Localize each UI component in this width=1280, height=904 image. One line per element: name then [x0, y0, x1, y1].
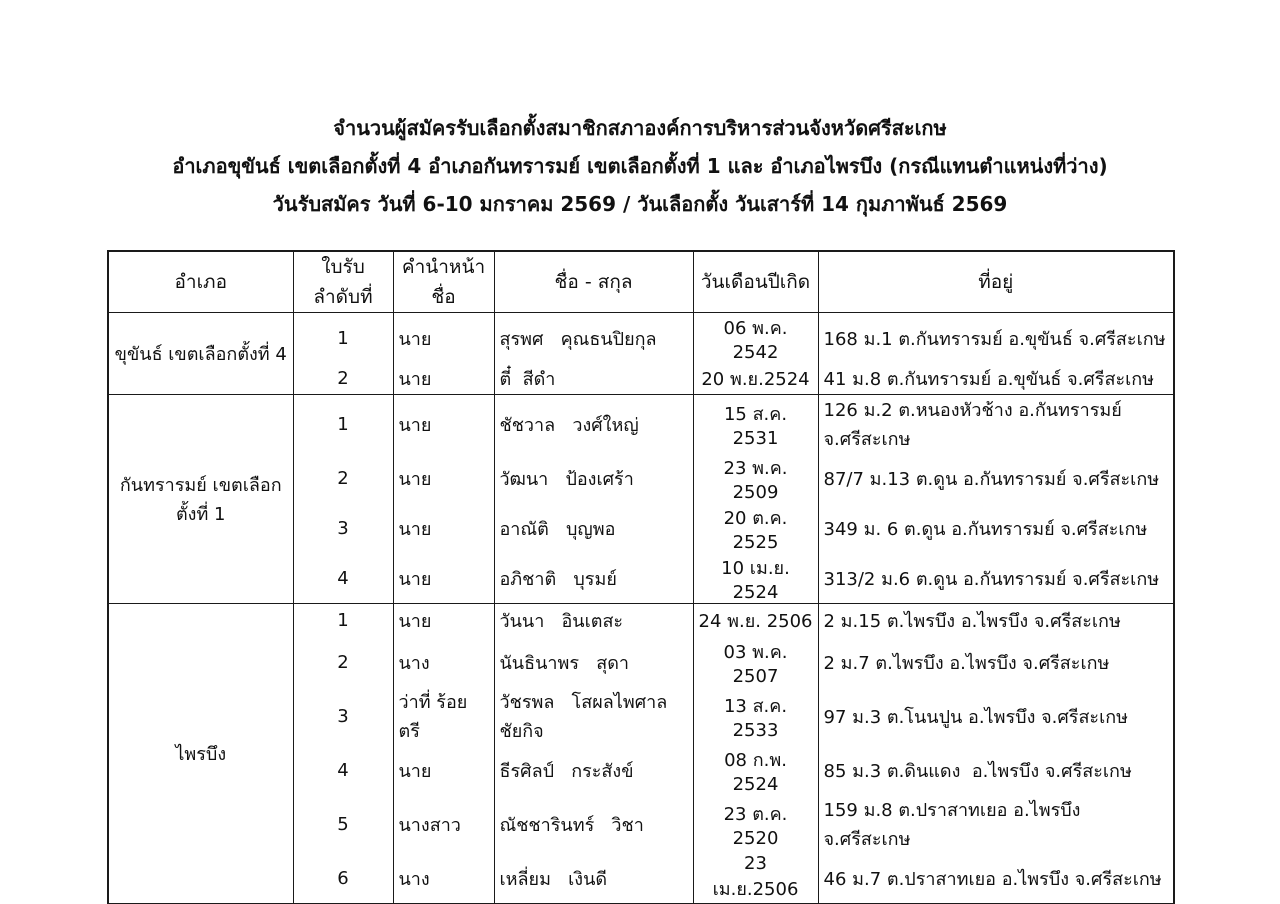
receipt-no-cell: 5	[293, 795, 393, 853]
receipt-no-cell: 2	[293, 453, 393, 503]
section-khukhan	[108, 313, 1174, 395]
address-cell: 126 ม.2 ต.หนองหัวช้าง อ.กันทรารมย์ จ.ศรีสะเกษ	[818, 395, 1174, 454]
district-cell: กันทรารมย์ เขตเลือกตั้งที่ 1	[108, 395, 293, 604]
receipt-no-cell: 3	[293, 503, 393, 553]
address-cell: 168 ม.1 ต.กันทรารมย์ อ.ขุขันธ์ จ.ศรีสะเกษ	[818, 313, 1174, 364]
name-cell: สุรพศ คุณธนปิยกุล	[494, 313, 693, 364]
prefix-cell: นาย	[393, 363, 494, 395]
district-cell: ขุขันธ์ เขตเลือกตั้งที่ 4	[108, 313, 293, 395]
name-cell: ณัชชารินทร์ วิชา	[494, 795, 693, 853]
header-address: ที่อยู่	[818, 251, 1174, 313]
name-cell: ตี๋ สีดำ	[494, 363, 693, 395]
receipt-no-cell: 3	[293, 687, 393, 745]
document-title-line-1: จำนวนผู้สมัครรับเลือกตั้งสมาชิกสภาองค์การบริหารส่วนจังหวัดศรีสะเกษ	[333, 116, 947, 140]
table-row	[108, 395, 1174, 454]
header-receipt-no: ใบรับลำดับที่	[293, 251, 393, 313]
district-cell: ไพรบึง	[108, 604, 293, 904]
dob-cell: 10 เม.ย. 2524	[693, 553, 818, 604]
prefix-cell: นาย	[393, 395, 494, 454]
address-cell: 87/7 ม.13 ต.ดูน อ.กันทรารมย์ จ.ศรีสะเกษ	[818, 453, 1174, 503]
prefix-cell: นาย	[393, 453, 494, 503]
dob-cell: 15 ส.ค. 2531	[693, 395, 818, 454]
name-cell: ธีรศิลป์ กระสังข์	[494, 745, 693, 795]
section-kanthararom	[108, 395, 1174, 604]
prefix-cell: นางสาว	[393, 795, 494, 853]
address-cell: 2 ม.7 ต.ไพรบึง อ.ไพรบึง จ.ศรีสะเกษ	[818, 637, 1174, 687]
prefix-cell: นาย	[393, 745, 494, 795]
receipt-no-cell: 1	[293, 604, 393, 638]
dob-cell: 13 ส.ค. 2533	[693, 687, 818, 745]
dob-cell: 08 ก.พ. 2524	[693, 745, 818, 795]
header-district: อำเภอ	[108, 251, 293, 313]
document-title	[0, 109, 1280, 223]
name-cell: นันธินาพร สุดา	[494, 637, 693, 687]
table-row	[108, 313, 1174, 364]
document-title-line-2: อำเภอขุขันธ์ เขตเลือกตั้งที่ 4 อำเภอกันทรารมย์ เขตเลือกตั้งที่ 1 และ อำเภอไพรบึง (กรณีแทนตำแหน่งที่ว่าง)	[172, 154, 1108, 178]
dob-cell: 20 ต.ค. 2525	[693, 503, 818, 553]
dob-cell: 23 เม.ย.2506	[693, 853, 818, 904]
prefix-cell: นาย	[393, 313, 494, 364]
address-cell: 2 ม.15 ต.ไพรบึง อ.ไพรบึง จ.ศรีสะเกษ	[818, 604, 1174, 638]
name-cell: อาณัติ บุญพอ	[494, 503, 693, 553]
document-title-line-3: วันรับสมัคร วันที่ 6-10 มกราคม 2569 / วันเลือกตั้ง วันเสาร์ที่ 14 กุมภาพันธ์ 2569	[272, 192, 1008, 216]
dob-cell: 24 พ.ย. 2506	[693, 604, 818, 638]
receipt-no-cell: 4	[293, 745, 393, 795]
receipt-no-cell: 1	[293, 395, 393, 454]
receipt-no-cell: 6	[293, 853, 393, 904]
address-cell: 349 ม. 6 ต.ดูน อ.กันทรารมย์ จ.ศรีสะเกษ	[818, 503, 1174, 553]
table-row	[108, 604, 1174, 638]
name-cell: เหลี่ยม เงินดี	[494, 853, 693, 904]
header-prefix: คำนำหน้าชื่อ	[393, 251, 494, 313]
receipt-no-cell: 2	[293, 363, 393, 395]
prefix-cell: ว่าที่ ร้อยตรี	[393, 687, 494, 745]
address-cell: 313/2 ม.6 ต.ดูน อ.กันทรารมย์ จ.ศรีสะเกษ	[818, 553, 1174, 604]
receipt-no-cell: 2	[293, 637, 393, 687]
table-header-row	[108, 251, 1174, 313]
name-cell: ชัชวาล วงศ์ใหญ่	[494, 395, 693, 454]
address-cell: 85 ม.3 ต.ดินแดง อ.ไพรบึง จ.ศรีสะเกษ	[818, 745, 1174, 795]
dob-cell: 03 พ.ค. 2507	[693, 637, 818, 687]
candidate-table	[107, 250, 1175, 904]
name-cell: อภิชาติ บุรมย์	[494, 553, 693, 604]
section-phrai-bueng	[108, 604, 1174, 904]
dob-cell: 23 ต.ค. 2520	[693, 795, 818, 853]
prefix-cell: นาย	[393, 553, 494, 604]
prefix-cell: นาง	[393, 853, 494, 904]
name-cell: วัฒนา ป้องเศร้า	[494, 453, 693, 503]
address-cell: 97 ม.3 ต.โนนปูน อ.ไพรบึง จ.ศรีสะเกษ	[818, 687, 1174, 745]
name-cell: วันนา อินเตสะ	[494, 604, 693, 638]
prefix-cell: นาย	[393, 604, 494, 638]
prefix-cell: นาง	[393, 637, 494, 687]
address-cell: 46 ม.7 ต.ปราสาทเยอ อ.ไพรบึง จ.ศรีสะเกษ	[818, 853, 1174, 904]
header-name: ชื่อ - สกุล	[494, 251, 693, 313]
address-cell: 41 ม.8 ต.กันทรารมย์ อ.ขุขันธ์ จ.ศรีสะเกษ	[818, 363, 1174, 395]
receipt-no-cell: 4	[293, 553, 393, 604]
address-cell: 159 ม.8 ต.ปราสาทเยอ อ.ไพรบึง จ.ศรีสะเกษ	[818, 795, 1174, 853]
header-dob: วันเดือนปีเกิด	[693, 251, 818, 313]
receipt-no-cell: 1	[293, 313, 393, 364]
name-cell: วัชรพล โสผลไพศาลชัยกิจ	[494, 687, 693, 745]
dob-cell: 06 พ.ค. 2542	[693, 313, 818, 364]
prefix-cell: นาย	[393, 503, 494, 553]
dob-cell: 23 พ.ค. 2509	[693, 453, 818, 503]
dob-cell: 20 พ.ย.2524	[693, 363, 818, 395]
